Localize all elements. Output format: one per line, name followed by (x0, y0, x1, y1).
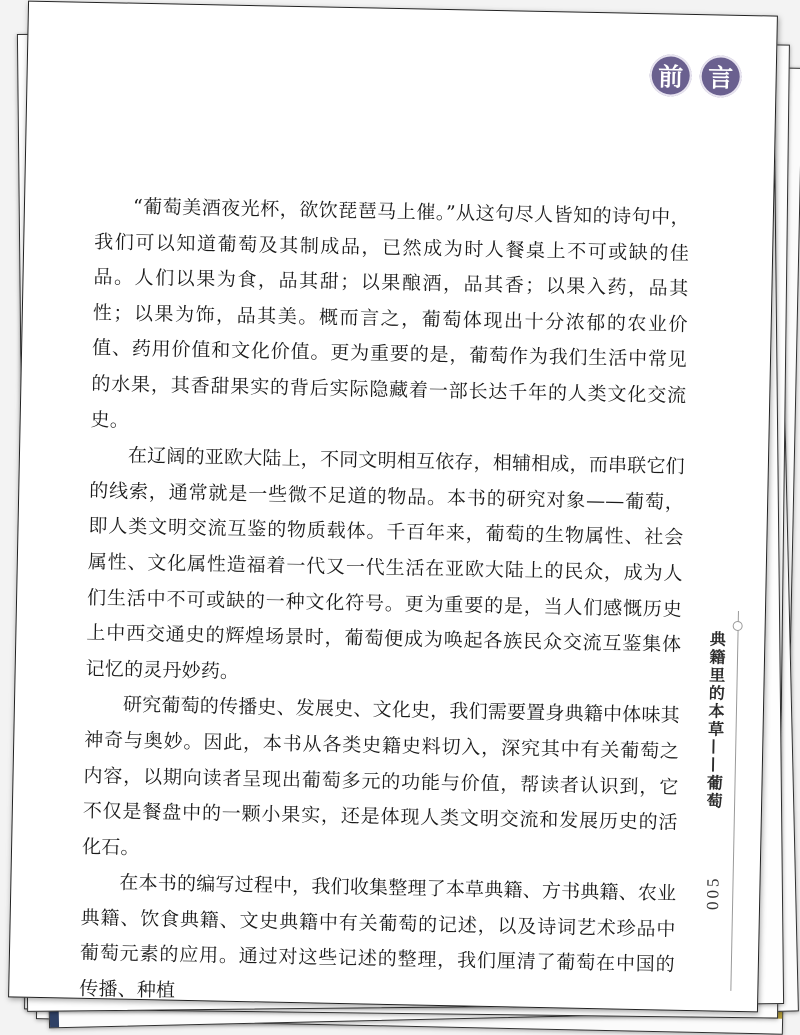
paragraph: 在辽阔的亚欧大陆上，不同文明相互依存，相辅相成，而串联它们的线索，通常就是一些微不足道的物品。本书的研究对象——葡萄，即人类文明交流互鉴的物质载体。千百年来，葡萄的生物属性、社会属性、文化属性造福着一代又一代生活在亚欧大陆上的民众，成为人们生活中不可或缺的一种文化符号。更为重要的是，当人们感慨历史上中西交通史的辉煌场景时，葡萄便成为唤起各族民众交流互鉴集体记忆的灵丹妙药。 (85, 444, 686, 683)
running-title: 典籍里的本草——葡萄 (703, 630, 727, 811)
preface-body (79, 189, 690, 1012)
title-char-badge: 言 (699, 55, 742, 98)
book-page (8, 1, 778, 1013)
margin-dot-icon (733, 621, 743, 631)
paragraph: 在本书的编写过程中，我们收集整理了本草典籍、方书典籍、农业典籍、饮食典籍、文史典籍中有关葡萄的记述，以及诗词艺术珍品中葡萄元素的应用。通过对这些记述的整理，我们厘清了葡萄在中国的传播、种植 (79, 871, 677, 1002)
paragraph: “葡萄美酒夜光杯，欲饮琵琶马上催。”从这句尽人皆知的诗句中，我们可以知道葡萄及其制成品，已然成为时人餐桌上不可或缺的佳品。人们以果为食，品其甜；以果酿酒，品其香；以果入药，品其性；以果为饰，品其美。概而言之，葡萄体现出十分浓郁的农业价值、药用价值和文化价值。更为重要的是，葡萄作为我们生活中常见的水果，其香甜果实的背后实际隐藏着一部长达千年的人类文化交流史。 (90, 195, 691, 432)
title-char-badge: 前 (649, 54, 692, 97)
paragraph: 研究葡萄的传播史、发展史、文化史，我们需要置身典籍中体味其神奇与奥妙。因此，本书从各类史籍史料切入，深究其中有关葡萄之内容，以期向读者呈现出葡萄多元的功能与价值，帮读者认识到，它不仅是餐盘中的一颗小果实，还是体现人类文明交流和发展历史的活化石。 (81, 693, 681, 859)
preface-title (649, 54, 742, 98)
margin-rule (730, 611, 739, 991)
page-number: 005 (702, 875, 723, 911)
